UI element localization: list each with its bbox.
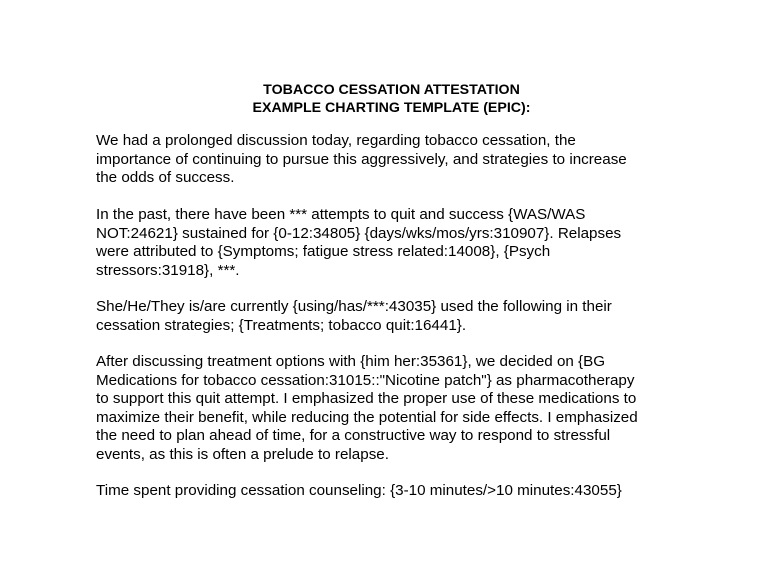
paragraph-intro — [96, 132, 627, 188]
paragraph-line: the need to plan ahead of time, for a constructive way to respond to stressful — [96, 427, 611, 444]
paragraph-line: She/He/They is/are currently {using/has/***:43035} used the following in their — [96, 298, 612, 315]
paragraph-current-strategies — [96, 298, 612, 335]
paragraph-quit-history — [96, 206, 621, 280]
document-title — [0, 81, 783, 117]
paragraph-line: to support this quit attempt. I emphasized the proper use of these medications to — [96, 390, 637, 407]
paragraph-line: were attributed to {Symptoms; fatigue stress related:14008}, {Psych — [96, 243, 551, 260]
paragraph-line: the odds of success. — [96, 169, 235, 186]
paragraph-line: events, as this is often a prelude to relapse. — [96, 445, 389, 463]
paragraph-line: Time spent providing cessation counseling: {3-10 minutes/>10 minutes:43055} — [96, 482, 622, 499]
paragraph-line: cessation strategies; {Treatments; tobacco quit:16441}. — [96, 316, 467, 334]
title-line-2: EXAMPLE CHARTING TEMPLATE (EPIC): — [252, 100, 531, 116]
paragraph-line: importance of continuing to pursue this aggressively, and strategies to increase — [96, 150, 627, 168]
paragraph-line: We had a prolonged discussion today, regarding tobacco cessation, the — [96, 132, 576, 149]
paragraph-line: Medications for tobacco cessation:31015::"Nicotine patch"} as pharmacotherapy — [96, 371, 635, 389]
paragraph-line: After discussing treatment options with {him her:35361}, we decided on {BG — [96, 353, 606, 370]
paragraph-treatment-plan — [96, 353, 638, 464]
paragraph-time-spent — [96, 482, 622, 501]
title-line-1: TOBACCO CESSATION ATTESTATION — [263, 82, 520, 98]
paragraph-line: stressors:31918}, ***. — [96, 261, 240, 279]
paragraph-line: maximize their benefit, while reducing the potential for side effects. I emphasized — [96, 408, 638, 426]
paragraph-line: In the past, there have been *** attempts to quit and success {WAS/WAS — [96, 206, 586, 223]
paragraph-line: NOT:24621} sustained for {0-12:34805} {days/wks/mos/yrs:310907}. Relapses — [96, 224, 622, 242]
